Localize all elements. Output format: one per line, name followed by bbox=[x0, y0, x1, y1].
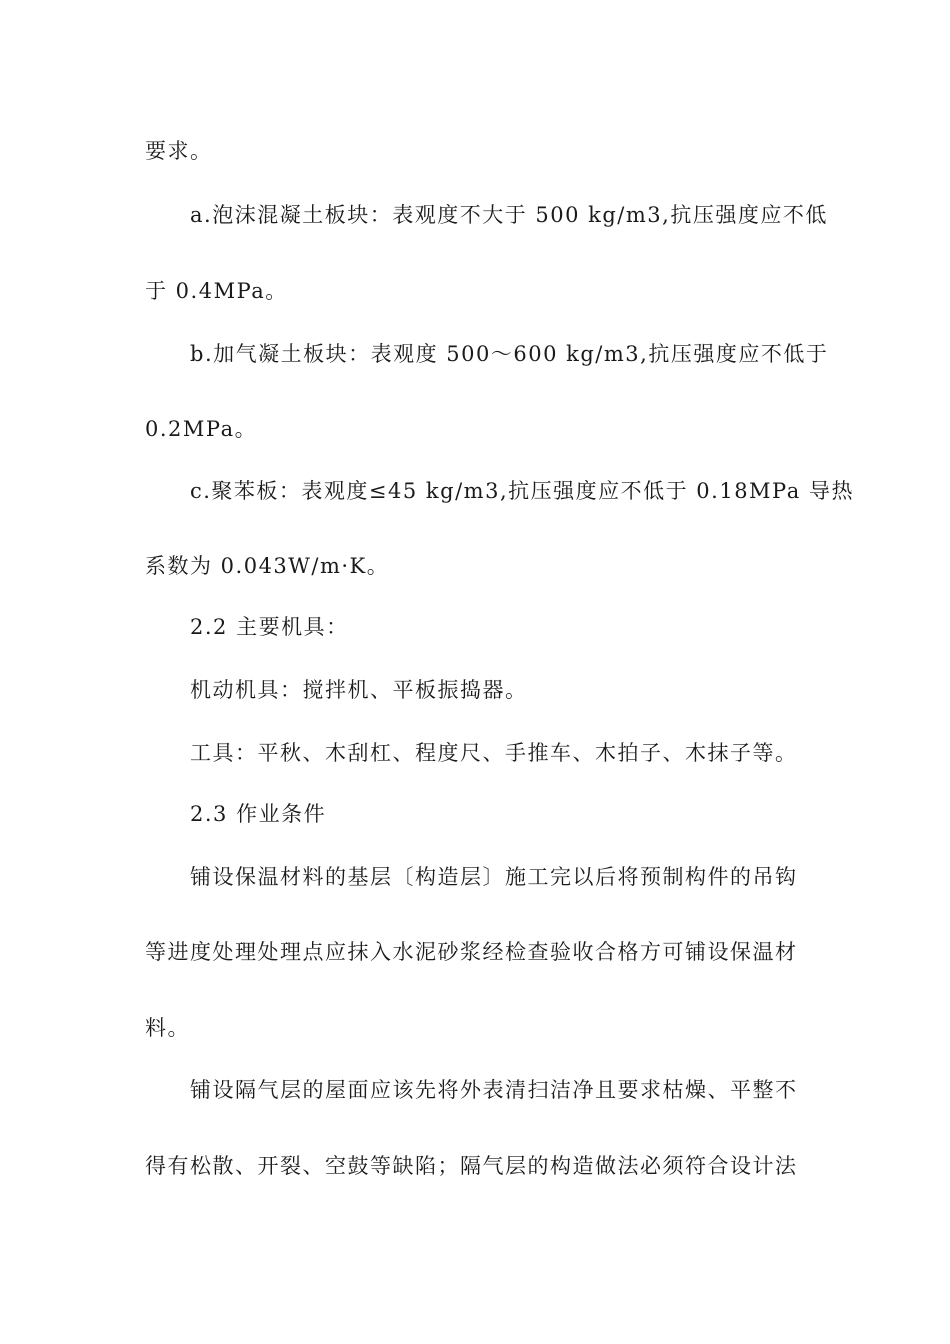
section-heading: 2.3 作业条件 bbox=[190, 802, 327, 826]
paragraph-line: 得有松散、开裂、空鼓等缺陷；隔气层的构造做法必须符合设计法 bbox=[145, 1154, 798, 1178]
paragraph-line: 铺设隔气层的屋面应该先将外表清扫洁净且要求枯燥、平整不 bbox=[190, 1078, 798, 1102]
paragraph-line: 铺设保温材料的基层〔构造层〕施工完以后将预制构件的吊钩 bbox=[190, 865, 798, 889]
paragraph-line: 机动机具：搅拌机、平板振捣器。 bbox=[190, 678, 528, 702]
paragraph-line: c.聚苯板：表观度≤45 kg/m3,抗压强度应不低于 0.18MPa 导热 bbox=[190, 479, 854, 503]
paragraph-line: b.加气凝土板块：表观度 500～600 kg/m3,抗压强度应不低于 bbox=[190, 342, 829, 366]
paragraph-line: 系数为 0.043W/m·K。 bbox=[145, 554, 390, 578]
paragraph-line: 料。 bbox=[145, 1016, 190, 1040]
section-heading: 2.2 主要机具： bbox=[190, 615, 349, 639]
paragraph-line: 要求。 bbox=[145, 139, 213, 163]
paragraph-line: 0.2MPa。 bbox=[145, 417, 258, 441]
paragraph-line: 等进度处理处理点应抹入水泥砂浆经检查验收合格方可铺设保温材 bbox=[145, 940, 798, 964]
paragraph-line: a.泡沫混凝土板块：表观度不大于 500 kg/m3,抗压强度应不低 bbox=[190, 203, 828, 227]
paragraph-line: 工具：平秋、木刮杠、程度尺、手推车、木拍子、木抹子等。 bbox=[190, 741, 798, 765]
paragraph-line: 于 0.4MPa。 bbox=[145, 279, 288, 303]
